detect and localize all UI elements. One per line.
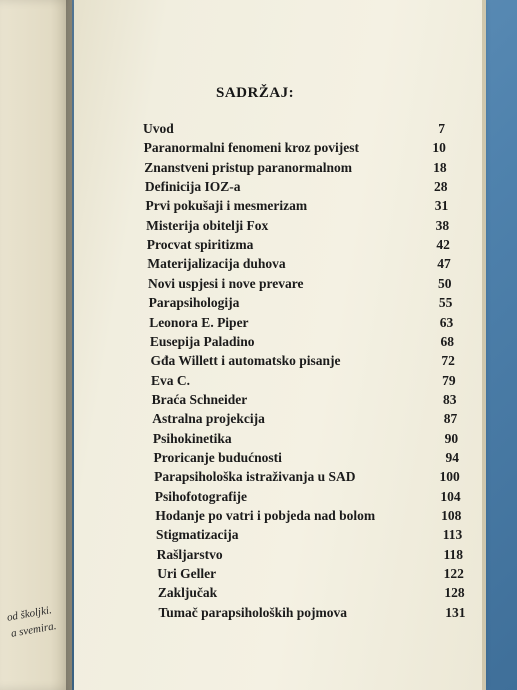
page-title: SADRŽAJ:	[216, 85, 295, 101]
toc-entry	[0, 392, 517, 410]
previous-page-text-line-1: od školjki.	[6, 604, 53, 624]
toc-entry-title: Zaključak	[157, 585, 218, 601]
toc-entry-page-number: 113	[442, 527, 463, 543]
toc-entry-page-number: 47	[437, 256, 451, 272]
toc-entry-title: Leonora E. Piper	[149, 314, 249, 330]
toc-entry	[0, 585, 517, 603]
toc-entry-title: Procvat spiritizma	[146, 237, 254, 253]
toc-entry-title: Psihokinetika	[152, 430, 232, 446]
toc-entry	[0, 218, 517, 236]
toc-entry-title: Parapsihologija	[148, 295, 240, 311]
toc-entry-page-number: 31	[434, 198, 449, 214]
toc-entry	[0, 469, 517, 487]
toc-entry	[0, 121, 517, 139]
toc-entry-page-number: 7	[438, 121, 445, 136]
toc-entry-title: Misterija obitelji Fox	[146, 217, 269, 233]
toc-entry-page-number: 50	[438, 275, 452, 291]
toc-entry-page-number: 72	[441, 353, 455, 369]
toc-entry	[0, 256, 517, 274]
toc-entry	[0, 450, 517, 468]
toc-entry	[0, 527, 517, 545]
toc-entry-title: Proricanje budućnosti	[153, 449, 282, 465]
toc-entry-page-number: 108	[441, 508, 462, 523]
toc-entry-title: Rašljarstvo	[156, 546, 223, 562]
toc-entry-title: Gđa Willett i automatsko pisanje	[150, 353, 341, 369]
toc-entry	[0, 140, 517, 158]
toc-entry	[0, 276, 517, 294]
toc-entry-title: Braća Schneider	[151, 391, 248, 407]
toc-entry-title: Materijalizacija duhova	[147, 256, 286, 272]
previous-page-text-line-2: a svemira.	[10, 620, 58, 640]
toc-entry-title: Znanstveni pristup paranormalnom	[144, 159, 353, 175]
toc-entry-title: Tumač parapsiholoških pojmova	[158, 604, 348, 620]
toc-entry-title: Paranormalni fenomeni kroz povijest	[143, 140, 359, 156]
toc-entry	[0, 605, 517, 623]
toc-entry-title: Uvod	[143, 121, 174, 136]
toc-entry-page-number: 122	[443, 566, 464, 582]
toc-entry-page-number: 94	[445, 449, 459, 465]
toc-entry-page-number: 90	[444, 430, 459, 446]
toc-entry	[0, 295, 517, 313]
toc-entry-page-number: 42	[436, 237, 450, 253]
toc-entry-page-number: 79	[442, 372, 456, 388]
toc-entry-title: Hodanje po vatri i pobjeda nad bolom	[155, 508, 376, 523]
toc-entry-title: Uri Geller	[157, 566, 217, 582]
toc-entry-title: Parapsihološka istraživanja u SAD	[154, 469, 356, 485]
toc-entry	[0, 508, 517, 526]
toc-entry-title: Stigmatizacija	[156, 527, 239, 543]
toc-entry	[0, 489, 517, 507]
toc-entry-page-number: 131	[445, 604, 466, 620]
toc-entry	[0, 160, 517, 178]
toc-entry-title: Psihofotografije	[154, 488, 247, 504]
toc-entry-page-number: 18	[433, 159, 447, 175]
toc-entry-title: Eusepija Paladino	[149, 333, 255, 349]
toc-entry	[0, 353, 517, 371]
toc-entry	[0, 373, 517, 391]
toc-entry-title: Novi uspjesi i nove prevare	[147, 275, 304, 291]
toc-entry-page-number: 87	[443, 411, 458, 427]
toc-entry-title: Astralna projekcija	[152, 411, 265, 427]
toc-entry	[0, 547, 517, 565]
toc-entry-page-number: 104	[440, 488, 461, 504]
toc-entry-page-number: 83	[442, 391, 457, 407]
toc-entry	[0, 431, 517, 449]
toc-entry-title: Prvi pokušaji i mesmerizam	[145, 198, 308, 214]
toc-entry-title: Eva C.	[151, 372, 191, 388]
toc-entry-page-number: 128	[444, 585, 465, 601]
toc-entry-page-number: 68	[440, 333, 455, 349]
toc-entry	[0, 237, 517, 255]
toc-entry	[0, 411, 517, 429]
toc-entry	[0, 315, 517, 333]
toc-entry-page-number: 100	[439, 469, 460, 485]
toc-entry-title: Definicija IOZ-a	[144, 179, 241, 195]
toc-entry-page-number: 38	[435, 217, 450, 233]
toc-entry-page-number: 28	[433, 179, 448, 195]
toc-entry	[0, 179, 517, 197]
toc-entry-page-number: 10	[432, 140, 446, 156]
toc-entry-page-number: 55	[438, 295, 453, 311]
toc-entry-page-number: 118	[443, 546, 464, 562]
toc-entry	[0, 198, 517, 216]
toc-entry-page-number: 63	[439, 314, 454, 330]
toc-entry	[0, 566, 517, 584]
toc-entry	[0, 334, 517, 352]
